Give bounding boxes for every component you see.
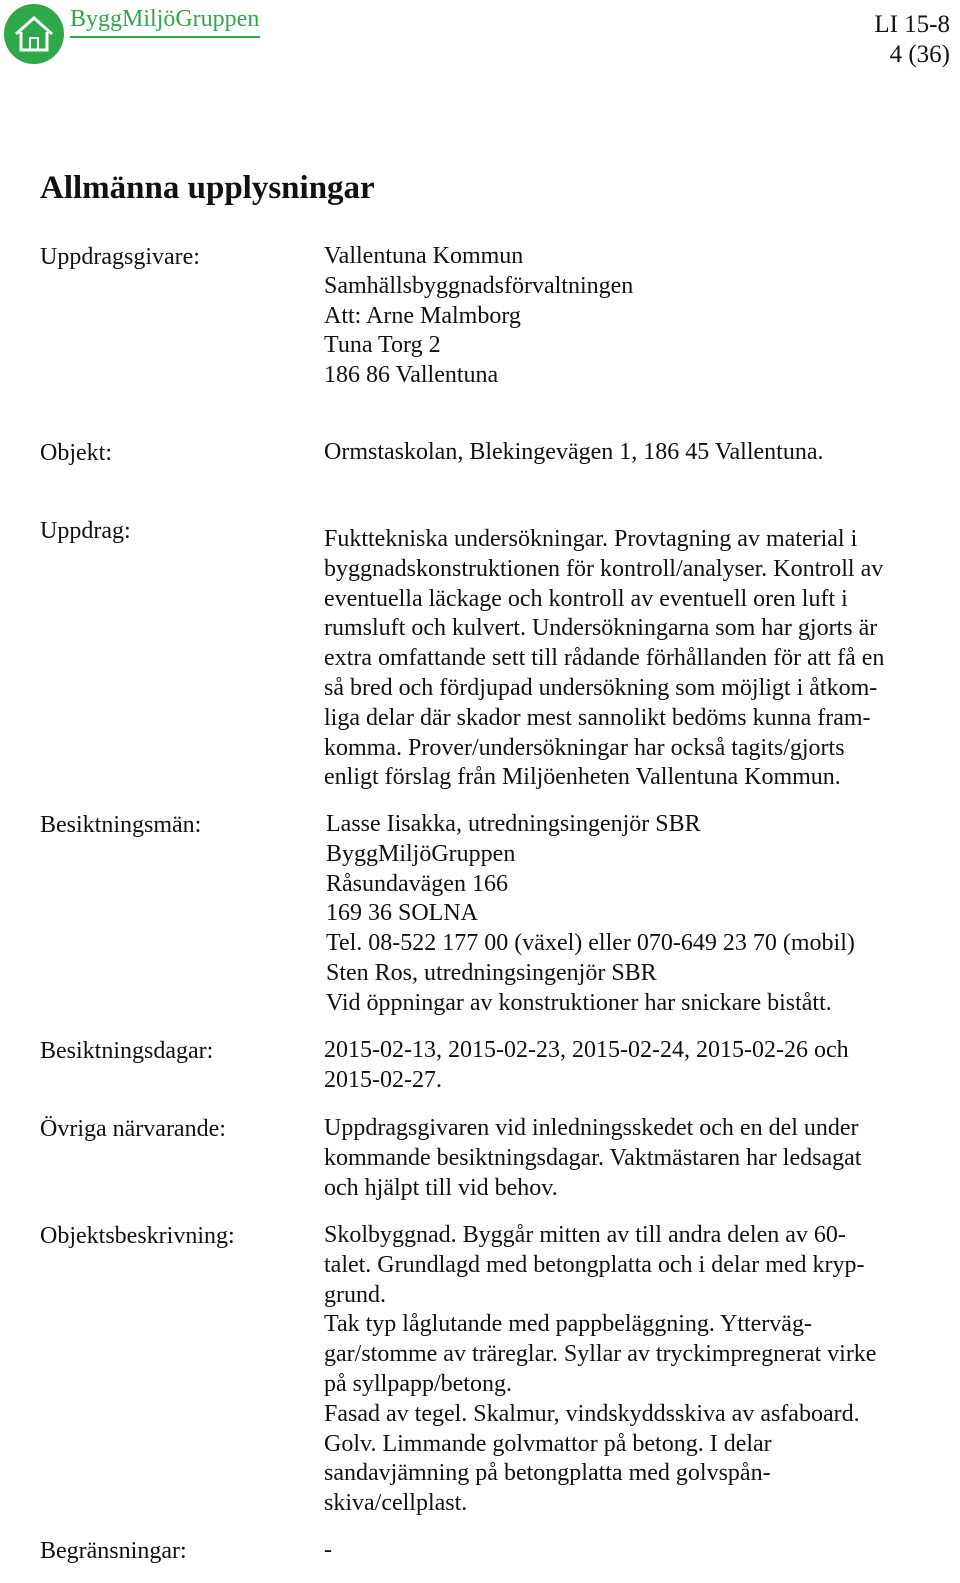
- field-value-begransningar: -: [324, 1537, 332, 1563]
- field-label-objekt: Objekt:: [40, 440, 112, 466]
- document-reference: [874, 10, 950, 70]
- document-code: LI 15-8: [874, 11, 950, 38]
- company-logo: [4, 2, 264, 64]
- field-label-ovriga-narvarande: Övriga närvarande:: [40, 1116, 226, 1142]
- field-label-besiktningsman: Besiktningsmän:: [40, 812, 202, 838]
- field-label-begransningar: Begränsningar:: [40, 1538, 187, 1564]
- field-value-objektsbeskrivning: Skolbyggnad. Byggår mitten av till andra delen av 60- talet. Grundlagd med betongplatta och i delar med kryp- grund. Tak typ låglutande med pappbeläggning. Ytterväg- gar/stomme av träreglar. Syllar av tryckimpregnerat virke på syllpapp/betong. Fasad av tegel. Skalmur, vindskyddsskiva av asfaboard. Golv. Limmande golvmattor på betong. I delar sandavjämning på betongplatta med golvspån- skiva/cellplast.: [324, 1222, 877, 1517]
- field-value-ovriga-narvarande: Uppdragsgivaren vid inledningsskedet och en del under kommande besiktningsdagar. Vaktmästaren har ledsagat och hjälpt till vid behov.: [324, 1115, 862, 1201]
- logo-underline: [70, 36, 260, 38]
- page-title: Allmänna upplysningar: [40, 170, 375, 206]
- field-value-besiktningsdagar: 2015-02-13, 2015-02-23, 2015-02-24, 2015-02-26 och 2015-02-27.: [324, 1037, 849, 1093]
- field-value-objekt: Ormstaskolan, Blekingevägen 1, 186 45 Vallentuna.: [324, 439, 824, 465]
- field-value-uppdrag: Fukttekniska undersökningar. Provtagning av material i byggnadskonstruktionen för kontroll/analyser. Kontroll av eventuella läckage och kontroll av eventuell oren luft i rumsluft och kulvert. Undersökningarna som har gjorts är extra omfattande sett till rådande förhållanden för att få en så bred och fördjupad undersökning som möjligt i åtkom- liga delar där skador mest sannolikt bedöms kunna fram- komma. Prover/undersökningar har också tagits/gjorts enligt förslag från Miljöenheten Vallentuna Kommun.: [324, 526, 885, 791]
- field-label-besiktningsdagar: Besiktningsdagar:: [40, 1038, 214, 1064]
- field-label-uppdrag: Uppdrag:: [40, 518, 131, 544]
- house-logo-icon: [4, 4, 64, 64]
- field-value-uppdragsgivare: Vallentuna Kommun Samhällsbyggnadsförvaltningen Att: Arne Malmborg Tuna Torg 2 186 86 Vallentuna: [324, 243, 634, 389]
- field-label-objektsbeskrivning: Objektsbeskrivning:: [40, 1223, 235, 1249]
- field-label-uppdragsgivare: Uppdragsgivare:: [40, 244, 200, 270]
- logo-wordmark: ByggMiljöGruppen: [70, 6, 260, 32]
- page-number: 4 (36): [889, 41, 950, 68]
- field-value-besiktningsman: Lasse Iisakka, utredningsingenjör SBR ByggMiljöGruppen Råsundavägen 166 169 36 SOLNA Tel. 08-522 177 00 (växel) eller 070-649 23 70 (mobil) Sten Ros, utredningsingenjör SBR Vid öppningar av konstruktioner har snickare bistått.: [326, 811, 855, 1016]
